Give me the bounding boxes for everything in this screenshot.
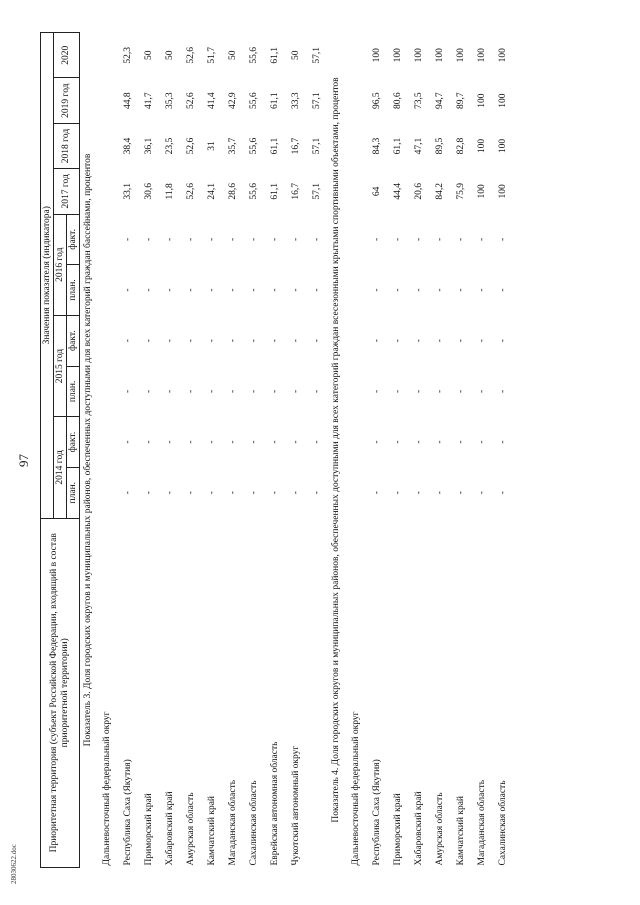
row-value-cell: 55,6 bbox=[249, 92, 260, 109]
row-value-cell: - bbox=[476, 491, 487, 495]
row-value-cell: 11,8 bbox=[165, 183, 176, 200]
row-territory-name: Республика Саха (Якутия) bbox=[371, 759, 382, 866]
row-value-cell: - bbox=[144, 491, 155, 495]
row-value-cell: - bbox=[123, 389, 134, 393]
row-territory-name: Амурская область bbox=[186, 792, 197, 866]
row-value-cell: 52,6 bbox=[186, 137, 197, 155]
row-value-cell: - bbox=[434, 389, 445, 393]
row-value-cell: - bbox=[434, 288, 445, 292]
table-row bbox=[307, 33, 328, 868]
row-value-cell: 57,1 bbox=[312, 183, 323, 200]
row-value-cell: - bbox=[228, 339, 239, 343]
row-value-cell: 55,6 bbox=[249, 183, 260, 200]
row-value-cell: 73,5 bbox=[413, 92, 424, 109]
header-year-2015: 2015 год bbox=[54, 315, 67, 416]
row-value-cell: 100 bbox=[476, 93, 487, 108]
table-row bbox=[139, 33, 160, 868]
row-value-cell: - bbox=[249, 237, 260, 241]
row-value-cell bbox=[97, 315, 118, 366]
row-value-cell: 64 bbox=[371, 186, 382, 197]
row-territory-name: Приморский край bbox=[392, 793, 403, 866]
row-value-cell bbox=[97, 78, 118, 123]
header-plan: план. bbox=[67, 265, 80, 316]
row-value-cell: 100 bbox=[497, 48, 508, 63]
row-value-cell: - bbox=[392, 491, 403, 495]
row-value-cell: - bbox=[455, 491, 466, 495]
row-value-cell: - bbox=[207, 237, 218, 241]
row-value-cell: - bbox=[207, 389, 218, 393]
row-value-cell: 51,7 bbox=[207, 46, 218, 64]
row-value-cell: 16,7 bbox=[291, 183, 302, 200]
row-territory-name: Хабаровский край bbox=[165, 791, 176, 866]
row-value-cell: - bbox=[291, 440, 302, 444]
header-indicator-values: Значения показателя (индикатора) bbox=[41, 33, 54, 519]
row-value-cell: 50 bbox=[228, 50, 239, 60]
document-reference: 28030622.doc bbox=[10, 844, 18, 884]
row-territory-name: Камчатский край bbox=[207, 796, 218, 866]
row-value-cell: - bbox=[413, 389, 424, 393]
row-territory-name: Приморский край bbox=[144, 793, 155, 866]
row-value-cell: - bbox=[249, 339, 260, 343]
row-value-cell: - bbox=[186, 440, 197, 444]
row-value-cell: - bbox=[270, 339, 281, 343]
row-value-cell bbox=[346, 78, 367, 123]
row-value-cell: - bbox=[291, 339, 302, 343]
row-value-cell: 38,4 bbox=[123, 137, 134, 155]
row-value-cell: 100 bbox=[476, 184, 487, 199]
row-value-cell bbox=[97, 265, 118, 316]
row-value-cell: 31 bbox=[207, 141, 218, 151]
row-value-cell: - bbox=[434, 491, 445, 495]
table-row bbox=[388, 33, 409, 868]
row-value-cell: 100 bbox=[497, 93, 508, 108]
table-row bbox=[97, 33, 118, 868]
table-row bbox=[223, 33, 244, 868]
row-value-cell: - bbox=[371, 491, 382, 495]
header-year-2019: 2019 год bbox=[54, 78, 80, 123]
row-value-cell: - bbox=[476, 389, 487, 393]
row-value-cell bbox=[97, 214, 118, 265]
row-value-cell: 100 bbox=[392, 48, 403, 63]
page-number: 97 bbox=[16, 454, 31, 467]
row-value-cell: 33,1 bbox=[123, 183, 134, 200]
row-value-cell: - bbox=[371, 237, 382, 241]
row-value-cell: 57,1 bbox=[312, 46, 323, 64]
table-row bbox=[409, 33, 430, 868]
row-value-cell: - bbox=[228, 389, 239, 393]
row-value-cell: - bbox=[476, 237, 487, 241]
row-value-cell: - bbox=[312, 491, 323, 495]
table-row bbox=[118, 33, 139, 868]
section-title-row bbox=[80, 33, 98, 868]
row-value-cell: - bbox=[165, 237, 176, 241]
row-value-cell: - bbox=[476, 339, 487, 343]
header-territory: Приоритетная территория (субъект Российской Федерации, входящий в состав приоритетной территории) bbox=[41, 518, 80, 867]
table-row bbox=[202, 33, 223, 868]
table-row bbox=[493, 33, 514, 868]
row-value-cell bbox=[346, 169, 367, 214]
row-value-cell: - bbox=[123, 237, 134, 241]
row-value-cell: - bbox=[249, 440, 260, 444]
row-value-cell: 23,5 bbox=[165, 137, 176, 155]
row-value-cell bbox=[97, 33, 118, 78]
table-row bbox=[181, 33, 202, 868]
header-year-2017: 2017 год bbox=[54, 169, 80, 214]
row-value-cell bbox=[346, 214, 367, 265]
row-value-cell: - bbox=[371, 339, 382, 343]
row-value-cell: - bbox=[371, 440, 382, 444]
row-value-cell: - bbox=[392, 339, 403, 343]
header-fact: факт. bbox=[67, 315, 80, 366]
row-value-cell: 50 bbox=[291, 50, 302, 60]
row-value-cell: - bbox=[123, 288, 134, 292]
table-body bbox=[80, 33, 514, 868]
row-value-cell: - bbox=[434, 237, 445, 241]
row-value-cell: 44,4 bbox=[392, 183, 403, 200]
row-value-cell: 33,3 bbox=[291, 92, 302, 109]
row-value-cell: - bbox=[476, 440, 487, 444]
section-title: Показатель 3. Доля городских округов и муниципальных районов, обеспеченных доступными для всех категорий граждан бассейнами, процентов bbox=[83, 153, 93, 747]
row-value-cell: 35,3 bbox=[165, 92, 176, 109]
table-row bbox=[160, 33, 181, 868]
row-value-cell: 89,5 bbox=[434, 137, 445, 155]
row-value-cell: - bbox=[165, 491, 176, 495]
row-value-cell: - bbox=[291, 237, 302, 241]
row-territory-name: Республика Саха (Якутия) bbox=[123, 759, 134, 866]
row-value-cell: - bbox=[413, 440, 424, 444]
row-value-cell: 52,6 bbox=[186, 92, 197, 109]
row-value-cell: 100 bbox=[497, 184, 508, 199]
row-value-cell: 61,1 bbox=[392, 137, 403, 155]
row-value-cell: - bbox=[207, 339, 218, 343]
rotated-table-container bbox=[40, 32, 600, 868]
row-value-cell: 61,1 bbox=[270, 92, 281, 109]
row-value-cell: - bbox=[165, 440, 176, 444]
row-value-cell: 61,1 bbox=[270, 137, 281, 155]
row-value-cell: - bbox=[144, 440, 155, 444]
row-value-cell: 44,8 bbox=[123, 92, 134, 109]
row-value-cell: - bbox=[228, 440, 239, 444]
header-plan: план. bbox=[67, 467, 80, 518]
row-value-cell bbox=[97, 417, 118, 468]
row-value-cell: - bbox=[291, 288, 302, 292]
row-value-cell: 52,3 bbox=[123, 46, 134, 64]
table-row bbox=[472, 33, 493, 868]
row-value-cell: 89,7 bbox=[455, 92, 466, 109]
row-value-cell: - bbox=[144, 288, 155, 292]
row-value-cell: 100 bbox=[497, 138, 508, 154]
row-value-cell: - bbox=[434, 440, 445, 444]
row-value-cell: 84,2 bbox=[434, 183, 445, 200]
row-value-cell: - bbox=[186, 491, 197, 495]
row-value-cell bbox=[346, 123, 367, 168]
row-value-cell: - bbox=[270, 389, 281, 393]
row-value-cell bbox=[346, 315, 367, 366]
row-value-cell: - bbox=[228, 491, 239, 495]
row-value-cell: - bbox=[144, 237, 155, 241]
row-value-cell: 24,1 bbox=[207, 183, 218, 200]
row-territory-name: Еврейская автономная область bbox=[270, 741, 281, 866]
row-value-cell: 100 bbox=[476, 48, 487, 63]
row-territory-name: Сахалинская область bbox=[249, 780, 260, 866]
header-year-2020: 2020 bbox=[54, 33, 80, 78]
row-value-cell: - bbox=[207, 440, 218, 444]
row-value-cell: 36,1 bbox=[144, 137, 155, 155]
row-value-cell: - bbox=[186, 339, 197, 343]
row-value-cell: - bbox=[476, 288, 487, 292]
row-value-cell: 35,7 bbox=[228, 137, 239, 155]
row-value-cell: 100 bbox=[455, 48, 466, 63]
table-row bbox=[265, 33, 286, 868]
row-value-cell: - bbox=[455, 237, 466, 241]
row-value-cell: 52,6 bbox=[186, 183, 197, 200]
row-value-cell: 80,6 bbox=[392, 92, 403, 109]
row-territory-name: Хабаровский край bbox=[413, 791, 424, 866]
row-value-cell: - bbox=[413, 237, 424, 241]
row-value-cell: - bbox=[312, 440, 323, 444]
header-year-2016: 2016 год bbox=[54, 214, 67, 315]
row-value-cell: - bbox=[497, 288, 508, 292]
row-value-cell: - bbox=[249, 389, 260, 393]
row-value-cell: - bbox=[123, 491, 134, 495]
row-value-cell bbox=[346, 467, 367, 518]
row-territory-name: Амурская область bbox=[434, 792, 445, 866]
row-value-cell: 41,7 bbox=[144, 92, 155, 109]
row-value-cell: 94,7 bbox=[434, 92, 445, 109]
row-value-cell: - bbox=[270, 491, 281, 495]
row-value-cell: - bbox=[312, 389, 323, 393]
table-row bbox=[244, 33, 265, 868]
row-value-cell bbox=[346, 366, 367, 417]
header-plan: план. bbox=[67, 366, 80, 417]
row-value-cell: 41,4 bbox=[207, 92, 218, 109]
row-value-cell: 50 bbox=[144, 50, 155, 60]
row-value-cell: - bbox=[249, 288, 260, 292]
row-territory-name: Камчатский край bbox=[455, 796, 466, 866]
row-value-cell: - bbox=[270, 288, 281, 292]
table-row bbox=[430, 33, 451, 868]
row-value-cell: - bbox=[455, 440, 466, 444]
row-value-cell: - bbox=[497, 389, 508, 393]
row-value-cell: - bbox=[392, 288, 403, 292]
row-value-cell: - bbox=[165, 339, 176, 343]
row-value-cell: - bbox=[413, 288, 424, 292]
row-value-cell bbox=[346, 265, 367, 316]
row-value-cell: - bbox=[228, 237, 239, 241]
row-territory-name: Сахалинская область bbox=[497, 780, 508, 866]
row-value-cell: 28,6 bbox=[228, 183, 239, 200]
row-value-cell: - bbox=[312, 339, 323, 343]
row-territory-name: Магаданская область bbox=[228, 779, 239, 866]
row-value-cell: - bbox=[123, 339, 134, 343]
header-year-2014: 2014 год bbox=[54, 417, 67, 518]
row-value-cell: - bbox=[497, 339, 508, 343]
row-value-cell bbox=[97, 467, 118, 518]
row-value-cell: - bbox=[497, 440, 508, 444]
row-value-cell: 96,5 bbox=[371, 92, 382, 109]
row-value-cell: - bbox=[207, 288, 218, 292]
row-value-cell: 42,9 bbox=[228, 92, 239, 109]
row-value-cell bbox=[97, 169, 118, 214]
table-header bbox=[41, 33, 80, 868]
row-value-cell: - bbox=[392, 237, 403, 241]
row-value-cell: - bbox=[392, 389, 403, 393]
row-value-cell: - bbox=[455, 339, 466, 343]
row-value-cell: - bbox=[413, 339, 424, 343]
row-value-cell: - bbox=[371, 288, 382, 292]
header-fact: факт. bbox=[67, 417, 80, 468]
row-value-cell: 52,6 bbox=[186, 46, 197, 64]
row-value-cell: 47,1 bbox=[413, 137, 424, 155]
row-value-cell: 55,6 bbox=[249, 137, 260, 155]
section-title-row bbox=[328, 33, 345, 868]
row-territory-name: Чукотский автономный округ bbox=[291, 745, 302, 866]
row-value-cell: - bbox=[312, 237, 323, 241]
row-value-cell: - bbox=[270, 237, 281, 241]
row-value-cell: - bbox=[497, 491, 508, 495]
table-row bbox=[346, 33, 367, 868]
row-value-cell: - bbox=[455, 389, 466, 393]
row-territory-name: Дальневосточный федеральный округ bbox=[102, 711, 113, 866]
row-value-cell: 100 bbox=[434, 48, 445, 63]
row-value-cell: - bbox=[144, 389, 155, 393]
row-value-cell: - bbox=[144, 339, 155, 343]
section-title: Показатель 4. Доля городских округов и муниципальных районов, обеспеченных доступными для всех категорий граждан всесезонными крытыми спортивными объектами, процентов bbox=[331, 77, 342, 823]
row-value-cell: 100 bbox=[413, 48, 424, 63]
row-value-cell: - bbox=[228, 288, 239, 292]
row-value-cell: - bbox=[392, 440, 403, 444]
row-value-cell: - bbox=[371, 389, 382, 393]
row-value-cell bbox=[346, 33, 367, 78]
row-value-cell: 84,3 bbox=[371, 137, 382, 155]
row-value-cell: 55,6 bbox=[249, 46, 260, 64]
table-row bbox=[451, 33, 472, 868]
table-row bbox=[286, 33, 307, 868]
row-value-cell: 57,1 bbox=[312, 92, 323, 109]
row-value-cell: 57,1 bbox=[312, 137, 323, 155]
row-value-cell: - bbox=[186, 237, 197, 241]
row-value-cell: - bbox=[312, 288, 323, 292]
row-value-cell: 61,1 bbox=[270, 46, 281, 64]
row-value-cell: 75,9 bbox=[455, 183, 466, 200]
row-value-cell: 30,6 bbox=[144, 183, 155, 200]
row-value-cell: - bbox=[497, 237, 508, 241]
row-value-cell: - bbox=[165, 288, 176, 292]
row-value-cell: - bbox=[165, 389, 176, 393]
row-value-cell: - bbox=[413, 491, 424, 495]
row-value-cell: 20,6 bbox=[413, 183, 424, 200]
row-value-cell: - bbox=[123, 440, 134, 444]
row-value-cell: - bbox=[455, 288, 466, 292]
row-territory-name: Магаданская область bbox=[476, 779, 487, 866]
row-value-cell: - bbox=[434, 339, 445, 343]
indicator-table bbox=[40, 32, 514, 868]
row-value-cell: 82,8 bbox=[455, 137, 466, 155]
row-value-cell: - bbox=[186, 389, 197, 393]
row-value-cell: 61,1 bbox=[270, 183, 281, 200]
header-fact: факт. bbox=[67, 214, 80, 265]
row-value-cell bbox=[97, 123, 118, 168]
row-territory-name bbox=[307, 518, 328, 867]
row-territory-name: Дальневосточный федеральный округ bbox=[350, 711, 361, 866]
row-value-cell: 50 bbox=[165, 50, 176, 60]
row-value-cell: - bbox=[291, 491, 302, 495]
row-value-cell bbox=[346, 417, 367, 468]
row-value-cell bbox=[97, 366, 118, 417]
row-value-cell: 100 bbox=[371, 48, 382, 63]
row-value-cell: - bbox=[291, 389, 302, 393]
row-value-cell: - bbox=[186, 288, 197, 292]
row-value-cell: 100 bbox=[476, 138, 487, 154]
header-year-2018: 2018 год bbox=[54, 123, 80, 168]
row-value-cell: - bbox=[207, 491, 218, 495]
row-value-cell: - bbox=[270, 440, 281, 444]
table-row bbox=[367, 33, 388, 868]
row-value-cell: 16,7 bbox=[291, 137, 302, 155]
row-value-cell: - bbox=[249, 491, 260, 495]
